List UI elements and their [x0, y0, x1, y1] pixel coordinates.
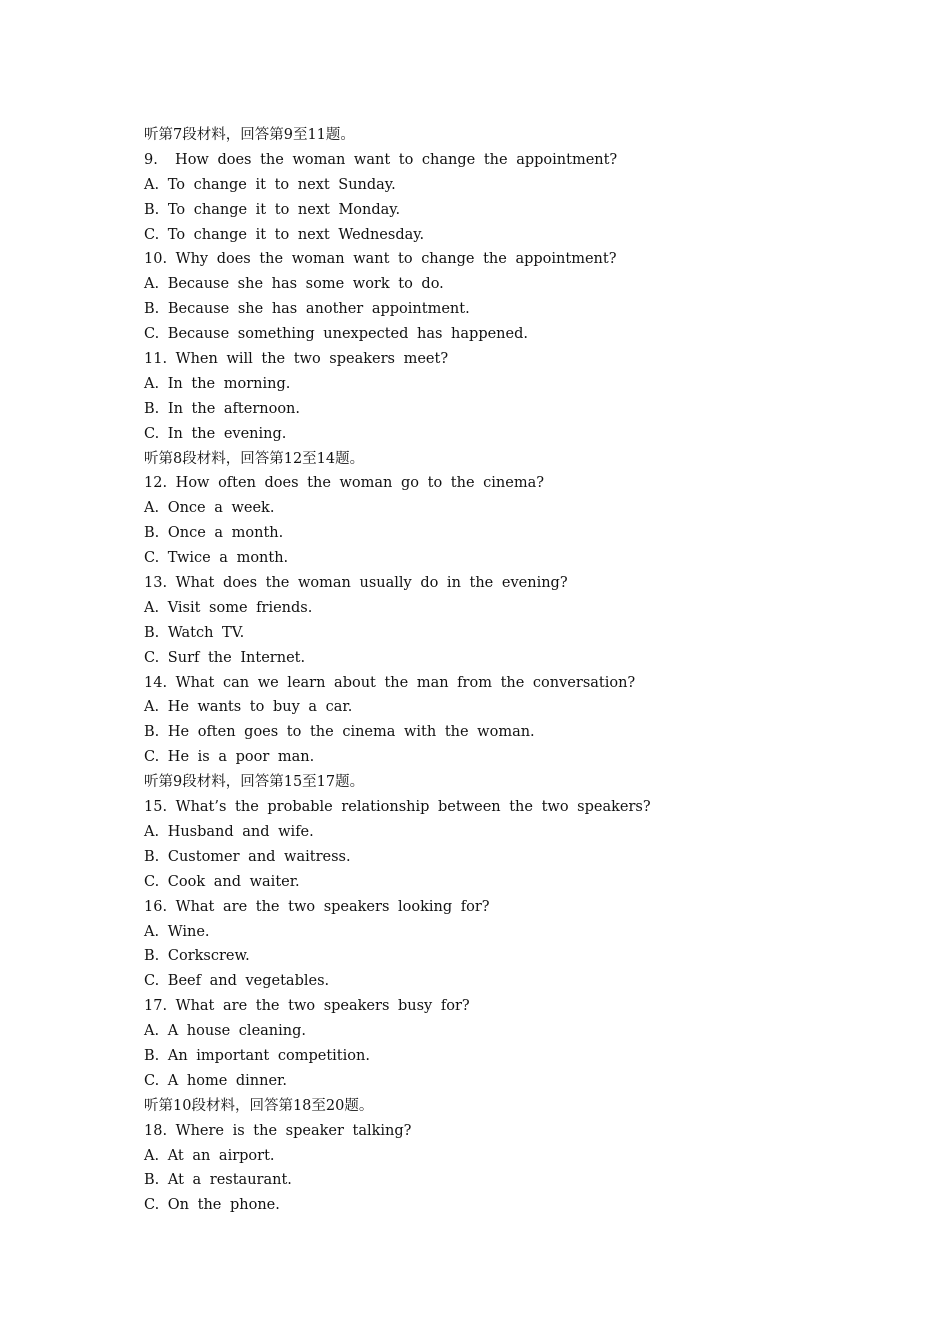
- answer-option: A. Wine.: [144, 923, 210, 940]
- answer-option: A. At an airport.: [144, 1147, 275, 1164]
- answer-option: B. Watch TV.: [144, 624, 245, 641]
- question-text: 15. What’s the probable relationship between the two speakers?: [144, 799, 651, 816]
- answer-option: C. To change it to next Wednesday.: [144, 226, 425, 243]
- answer-option: B. Customer and waitress.: [144, 848, 351, 865]
- answer-option: B. Corkscrew.: [144, 948, 250, 965]
- question-text: 9. How does the woman want to change the appointment?: [144, 151, 618, 168]
- question-text: 18. Where is the speaker talking?: [144, 1122, 412, 1139]
- exam-document: [144, 123, 844, 1218]
- answer-option: C. Beef and vegetables.: [144, 973, 330, 990]
- answer-option: C. Cook and waiter.: [144, 873, 300, 890]
- answer-option: A. He wants to buy a car.: [144, 699, 353, 716]
- answer-option: C. Twice a month.: [144, 550, 289, 567]
- question-text: 17. What are the two speakers busy for?: [144, 998, 470, 1015]
- answer-option: B. Because she has another appointment.: [144, 301, 470, 318]
- section-heading: 听第9段材料，回答第15至17题。: [144, 774, 365, 791]
- question-text: 10. Why does the woman want to change the appointment?: [144, 251, 617, 268]
- answer-option: A. To change it to next Sunday.: [144, 176, 396, 193]
- answer-option: C. Surf the Internet.: [144, 649, 306, 666]
- answer-option: C. In the evening.: [144, 425, 287, 442]
- answer-option: B. At a restaurant.: [144, 1172, 292, 1189]
- answer-option: A. Once a week.: [144, 500, 275, 517]
- section-heading: 听第10段材料，回答第18至20题。: [144, 1097, 374, 1114]
- answer-option: B. He often goes to the cinema with the woman.: [144, 724, 535, 741]
- answer-option: C. On the phone.: [144, 1197, 280, 1214]
- answer-option: A. Visit some friends.: [144, 599, 313, 616]
- question-text: 13. What does the woman usually do in the evening?: [144, 575, 568, 592]
- section-heading: 听第7段材料，回答第9至11题。: [144, 127, 355, 143]
- question-text: 11. When will the two speakers meet?: [144, 351, 449, 368]
- question-text: 16. What are the two speakers looking for?: [144, 898, 490, 915]
- answer-option: C. He is a poor man.: [144, 749, 315, 766]
- answer-option: B. To change it to next Monday.: [144, 201, 401, 218]
- question-text: 12. How often does the woman go to the cinema?: [144, 475, 544, 492]
- answer-option: C. Because something unexpected has happened.: [144, 326, 528, 343]
- answer-option: A. Husband and wife.: [144, 823, 314, 840]
- section-heading: 听第8段材料，回答第12至14题。: [144, 450, 365, 467]
- answer-option: B. An important competition.: [144, 1047, 370, 1064]
- answer-option: B. Once a month.: [144, 525, 284, 542]
- answer-option: A. In the morning.: [144, 375, 291, 392]
- question-text: 14. What can we learn about the man from the conversation?: [144, 674, 636, 691]
- answer-option: B. In the afternoon.: [144, 400, 301, 417]
- answer-option: A. A house cleaning.: [144, 1023, 306, 1040]
- answer-option: A. Because she has some work to do.: [144, 276, 444, 293]
- answer-option: C. A home dinner.: [144, 1072, 288, 1089]
